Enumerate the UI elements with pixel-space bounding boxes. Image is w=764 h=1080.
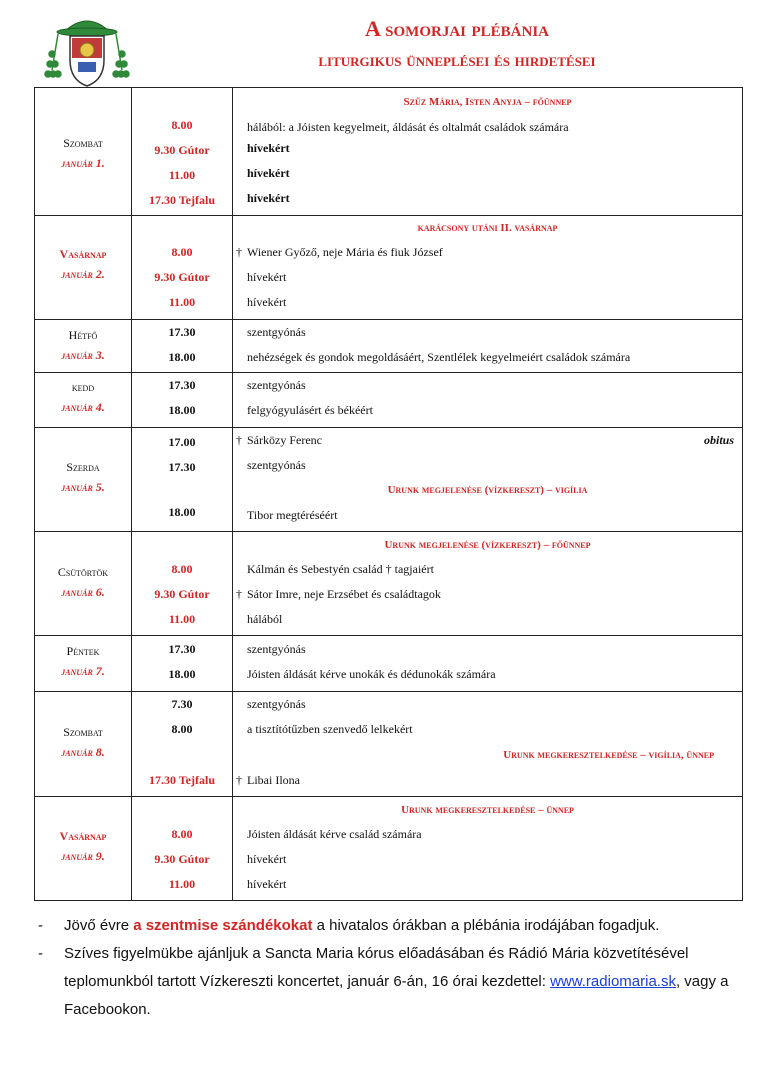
feast-heading: Urunk megjelenése (vízkereszt) – vigília	[387, 484, 588, 496]
date-label: január 1.	[61, 156, 105, 170]
page-subtitle: liturgikus ünneplései és hirdetései	[318, 50, 596, 71]
schedule-table	[34, 87, 743, 901]
date-label: január 3.	[61, 348, 105, 362]
day-label: Hétfő	[68, 328, 98, 342]
feast-heading: Szűz Mária, Isten Anyja – főünnep	[403, 96, 572, 108]
time-label: 17.30 Tejfalu	[148, 193, 215, 207]
time-label: 18.00	[168, 505, 196, 519]
table-row	[35, 636, 743, 692]
intention-text: a tisztítótűzben szenvedő lelkekért	[247, 722, 413, 736]
day-label: Szombat	[63, 725, 103, 739]
time-label: 17.30 Tejfalu	[148, 773, 215, 787]
feast-heading: karácsony utáni II. vasárnap	[417, 222, 558, 234]
time-label: 8.00	[171, 722, 193, 736]
date-label: január 8.	[61, 745, 105, 759]
time-label: 9.30 Gútor	[154, 587, 210, 601]
date-label: január 4.	[61, 400, 105, 414]
bullet-dash: -	[38, 945, 43, 962]
intention-text: hívekért	[247, 166, 290, 180]
time-label: 11.00	[168, 295, 196, 309]
intention-text: hálából: a Jóisten kegyelmeit, áldását és oltalmát családok számára	[247, 120, 569, 134]
time-label: 17.30	[168, 460, 196, 474]
table-row	[35, 373, 743, 428]
time-label: 8.00	[171, 827, 193, 841]
time-label: 11.00	[168, 612, 196, 626]
time-label: 8.00	[171, 245, 193, 259]
intention-text: Jóisten áldását kérve család számára	[247, 827, 422, 841]
intention-text: hálából	[247, 612, 283, 626]
table-row	[35, 216, 743, 320]
bullet-dash: -	[38, 917, 43, 934]
intention-text: Sárközy Ferenc	[247, 433, 322, 447]
intention-text: hívekért	[247, 141, 290, 155]
announcements	[34, 912, 734, 1024]
intention-text: szentgyónás	[247, 458, 306, 472]
announcement-text: Szíves figyelmükbe ajánljuk a Sancta Maria kórus előadásában és Rádió Mária közvetítésével teplomunkból tartott Vízkereszti koncertet, január 6-án, 16 órai kezdettel:	[64, 945, 689, 990]
intention-text: szentgyónás	[247, 642, 306, 656]
time-label: 9.30 Gútor	[154, 143, 210, 157]
intention-text: Sátor Imre, neje Erzsébet és családtagok	[247, 587, 441, 601]
time-label: 18.00	[168, 667, 196, 681]
cross-icon: †	[236, 245, 242, 259]
time-label: 9.30 Gútor	[154, 852, 210, 866]
intention-text: hívekért	[247, 191, 290, 205]
time-label: 11.00	[168, 877, 196, 891]
radiomaria-link[interactable]: www.radiomaria.sk	[550, 973, 676, 990]
parish-crest-icon	[44, 10, 130, 90]
table-row	[35, 320, 743, 373]
intention-text: szentgyónás	[247, 697, 306, 711]
intention-text: Tibor megtéréséért	[247, 508, 338, 522]
intention-text: hívekért	[247, 295, 287, 309]
intention-text: hívekért	[247, 877, 287, 891]
intention-text: hívekért	[247, 270, 287, 284]
time-label: 17.30	[168, 642, 196, 656]
intention-text: szentgyónás	[247, 378, 306, 392]
announcement-highlight: a szentmise szándékokat	[133, 917, 313, 934]
intention-text: felgyógyulásért és békéért	[247, 403, 373, 417]
date-label: január 5.	[61, 480, 105, 494]
table-row	[35, 532, 743, 636]
day-label: Vasárnap	[59, 247, 107, 261]
feast-heading: Urunk megkeresztelkedése – ünnep	[401, 804, 574, 816]
announcement-text: Jövő évre	[64, 917, 134, 934]
page-title: A somorjai plébánia	[364, 16, 550, 41]
intention-text: Jóisten áldását kérve unokák és dédunokák számára	[247, 667, 496, 681]
announcement-text: , vagy a Facebookon.	[64, 973, 729, 1018]
day-label: Vasárnap	[59, 829, 107, 843]
day-label: Péntek	[66, 644, 100, 658]
cross-icon: †	[236, 773, 242, 787]
feast-heading: Urunk megjelenése (vízkereszt) – főünnep	[384, 539, 591, 551]
announcement-item	[34, 940, 734, 1024]
announcement-item	[34, 912, 734, 940]
obitus-label: obitus	[703, 433, 734, 447]
intention-text: Wiener Győző, neje Mária és fiuk József	[247, 245, 443, 259]
time-label: 17.00	[168, 435, 196, 449]
day-label: Szombat	[63, 136, 103, 150]
date-label: január 9.	[61, 849, 105, 863]
time-label: 9.30 Gútor	[154, 270, 210, 284]
time-label: 18.00	[168, 403, 196, 417]
intention-text: Kálmán és Sebestyén család † tagjaiért	[247, 562, 434, 576]
time-label: 8.00	[171, 562, 193, 576]
table-row	[35, 692, 743, 797]
day-label: Csütörtök	[57, 565, 109, 579]
time-label: 17.30	[168, 378, 196, 392]
cross-icon: †	[236, 587, 242, 601]
day-label: Szerda	[66, 460, 100, 474]
date-label: január 7.	[61, 664, 105, 678]
table-row	[35, 88, 743, 216]
day-label: kedd	[71, 380, 95, 394]
date-label: január 6.	[61, 585, 105, 599]
time-label: 8.00	[171, 118, 193, 132]
table-row	[35, 797, 743, 901]
time-label: 7.30	[171, 697, 193, 711]
intention-text: hívekért	[247, 852, 287, 866]
intention-text: Libai Ilona	[247, 773, 300, 787]
cross-icon: †	[236, 433, 242, 447]
intention-text: nehézségek és gondok megoldásáért, Szentlélek kegyelmeiért családok számára	[247, 350, 631, 364]
time-label: 11.00	[168, 168, 196, 182]
feast-heading: Urunk megkeresztelkedése – vigília, ünnep	[503, 749, 714, 761]
intention-text: szentgyónás	[247, 325, 306, 339]
announcement-text: a hivatalos órákban a plébánia irodájában fogadjuk.	[312, 917, 660, 934]
time-label: 18.00	[168, 350, 196, 364]
table-row	[35, 428, 743, 532]
date-label: január 2.	[61, 267, 105, 281]
time-label: 17.30	[168, 325, 196, 339]
